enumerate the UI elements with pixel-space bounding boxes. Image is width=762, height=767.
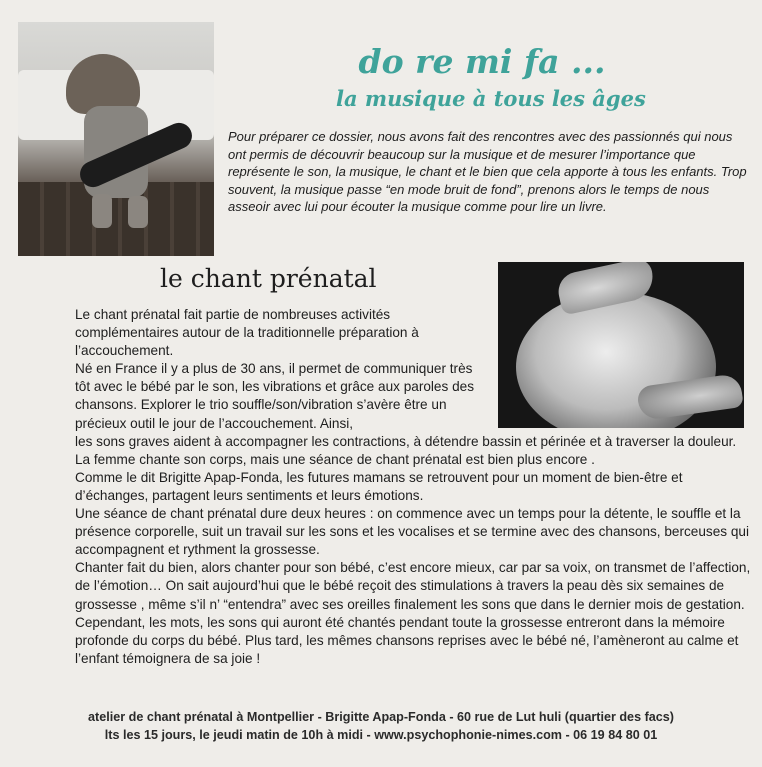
paragraph: les sons graves aident à accompagner les contractions, à détendre bassin et périnée et à traverser la douleur. [75,433,737,449]
footer-info [0,708,762,744]
section-title: le chant prénatal [160,264,377,293]
paragraph: Une séance de chant prénatal dure deux heures : on commence avec un temps pour la détente, le souffle et la présence corporelle, suit un travail sur les sons et les vocalises et se termine avec des chansons, berceuses qui accompagnent et rythment la grossesse. [75,506,749,558]
footer-line: atelier de chant prénatal à Montpellier - Brigitte Apap-Fonda - 60 rue de Lut huli (quartier des facs) [88,710,674,724]
paragraph: La femme chante son corps, mais une séance de chant prénatal est bien plus encore . [75,451,595,467]
paragraph: Comme le dit Brigitte Apap-Fonda, les futures mamans se retrouvent pour un moment de bien-être et d’échanges, partagent leurs sentiments et leurs émotions. [75,469,683,503]
paragraph: Chanter fait du bien, alors chanter pour son bébé, c’est encore mieux, car par sa voix, on transmet de l’affection, de l’émotion… On sait aujourd’hui que le bébé reçoit des stimulations à travers la peau dès six semaines de grossesse , même s’il n’ “entendra” avec ses oreilles finalement les sons que dans le dernier mois de gestation. Cependant, les mots, les sons qui auront été chantés pendant toute la grossesse entreront dans la mémoire profonde du corps du bébé. Plus tard, les mêmes chansons reprises avec le bébé né, l’amèneront au calme et l’enfant témoignera de sa joie ! [75,560,751,666]
footer-line: lts les 15 jours, le jeudi matin de 10h à midi - www.psychophonie-nimes.com - 06 19 84 80 01 [104,728,658,742]
article-body [75,306,751,668]
page-title: do re mi fa ... [358,42,606,81]
paragraph: Le chant prénatal fait partie de nombreuses activités complémentaires autour de la traditionnelle préparation à l’accouchement. [75,307,419,359]
paragraph: Né en France il y a plus de 30 ans, il permet de communiquer très tôt avec le bébé par le son, les vibrations et grâce aux paroles des chansons. Explorer le trio souffle/son/vibration s’avère être un précieux outil le jour de l’accouchement. Ainsi, [75,361,474,431]
page-subtitle: la musique à tous les âges [336,86,646,111]
intro-paragraph: Pour préparer ce dossier, nous avons fait des rencontres avec des passionnés qui nous ont permis de découvrir beaucoup sur la musique et de mesurer l’importance que représente le son, la musique, le chant et le bien que cela apporte à tous les enfants. Trop souvent, la musique passe “en mode bruit de fond”, prenons alors le temps de nous asseoir avec lui pour écouter la musique comme pour lire un livre. [228,129,747,215]
toddler-guitar-photo [18,22,214,256]
